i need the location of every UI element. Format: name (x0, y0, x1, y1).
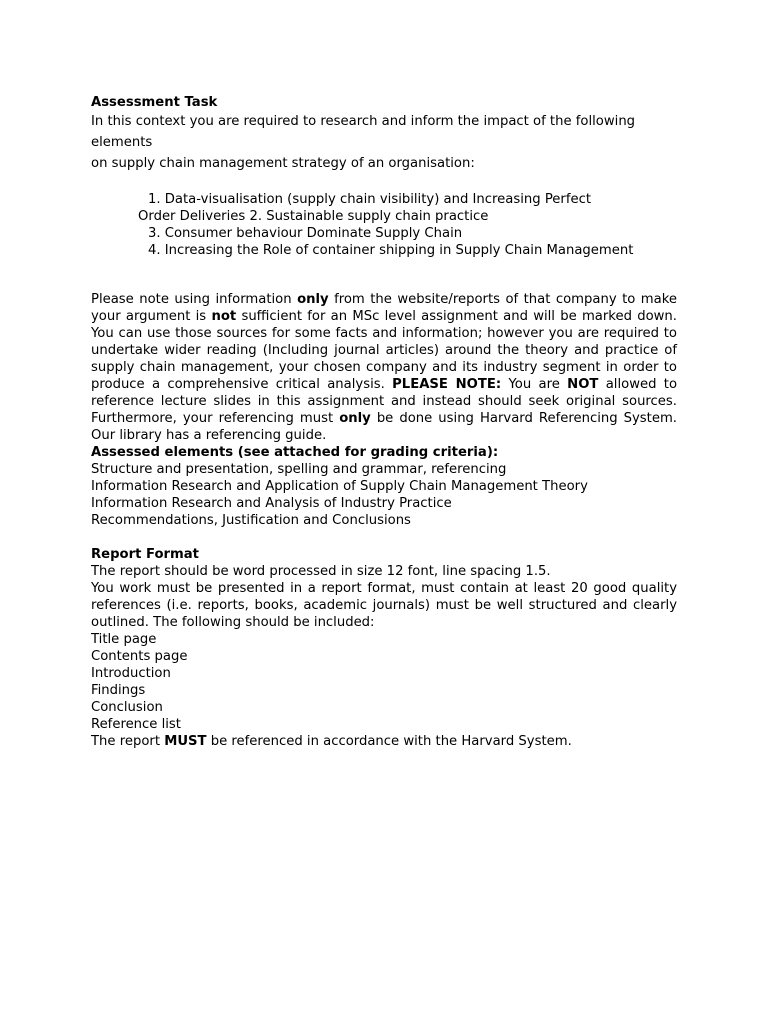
final-text-pre: The report (91, 734, 165, 749)
task-line-1: 1. Data-visualisation (supply chain visibility) and Increasing Perfect (148, 192, 592, 207)
report-final-line (91, 733, 677, 750)
report-section-item: Reference list (91, 717, 181, 732)
report-section-item: Conclusion (91, 700, 163, 715)
report-line-2: You work must be presented in a report format, must contain at least 20 good quality references (i.e. reports, books, academic journals) must be well structured and clearly outlined. The following should be included: (91, 581, 677, 630)
report-format (91, 546, 677, 750)
note-paragraph (91, 291, 677, 444)
intro-line-2: on supply chain management strategy of an organisation: (91, 156, 475, 171)
report-heading: Report Format (91, 547, 199, 562)
report-section-item: Introduction (91, 666, 171, 681)
note-only-2: only (339, 411, 371, 426)
report-line-1: The report should be word processed in size 12 font, line spacing 1.5. (91, 564, 551, 579)
assessment-heading: Assessment Task (91, 95, 218, 110)
assessed-item: Recommendations, Justification and Conclusions (91, 513, 411, 528)
assessed-item: Information Research and Analysis of Industry Practice (91, 496, 452, 511)
final-must: MUST (164, 734, 207, 749)
task-list (91, 191, 677, 259)
intro-paragraph (91, 111, 677, 174)
task-line-3: 3. Consumer behaviour Dominate Supply Chain (148, 226, 463, 241)
task-line-4: 4. Increasing the Role of container shipping in Supply Chain Management (148, 243, 634, 258)
assessed-item: Information Research and Application of Supply Chain Management Theory (91, 479, 588, 494)
report-section-item: Findings (91, 683, 146, 698)
note-text-5: allowed to reference lecture slides in this assignment and instead should seek original sources. Furthermore, your referencing must (91, 377, 678, 426)
note-not-2: NOT (567, 377, 599, 392)
final-text-post: be referenced in accordance with the Harvard System. (206, 734, 572, 749)
note-not-1: not (211, 309, 237, 324)
section-spacer (91, 529, 677, 546)
assessed-elements (91, 444, 677, 529)
assessed-item: Structure and presentation, spelling and grammar, referencing (91, 462, 507, 477)
task-line-2: Order Deliveries 2. Sustainable supply chain practice (138, 209, 489, 224)
report-section-item: Title page (91, 632, 157, 647)
assessed-heading: Assessed elements (see attached for grading criteria): (91, 445, 499, 460)
note-only-1: only (297, 292, 329, 307)
note-text-2: from the website/reports of that company to make your argument is (91, 292, 677, 324)
note-text-1: Please note using information (91, 292, 298, 307)
note-text-4: You are (501, 377, 568, 392)
note-please-note: PLEASE NOTE: (392, 377, 502, 392)
intro-line-1: In this context you are required to research and inform the impact of the following elements (91, 114, 636, 150)
note-text-3: sufficient for an MSc level assignment and will be marked down. You can use those sources for some facts and information; however you are required to undertake wider reading (Including journal articles) around the theory and practice of supply chain management, your chosen company and its industry segment in order to produce a comprehensive critical analysis. (91, 309, 677, 392)
report-section-item: Contents page (91, 649, 188, 664)
document-page (91, 94, 677, 750)
note-text-6: be done using Harvard Referencing System. Our library has a referencing guide. (91, 411, 678, 443)
